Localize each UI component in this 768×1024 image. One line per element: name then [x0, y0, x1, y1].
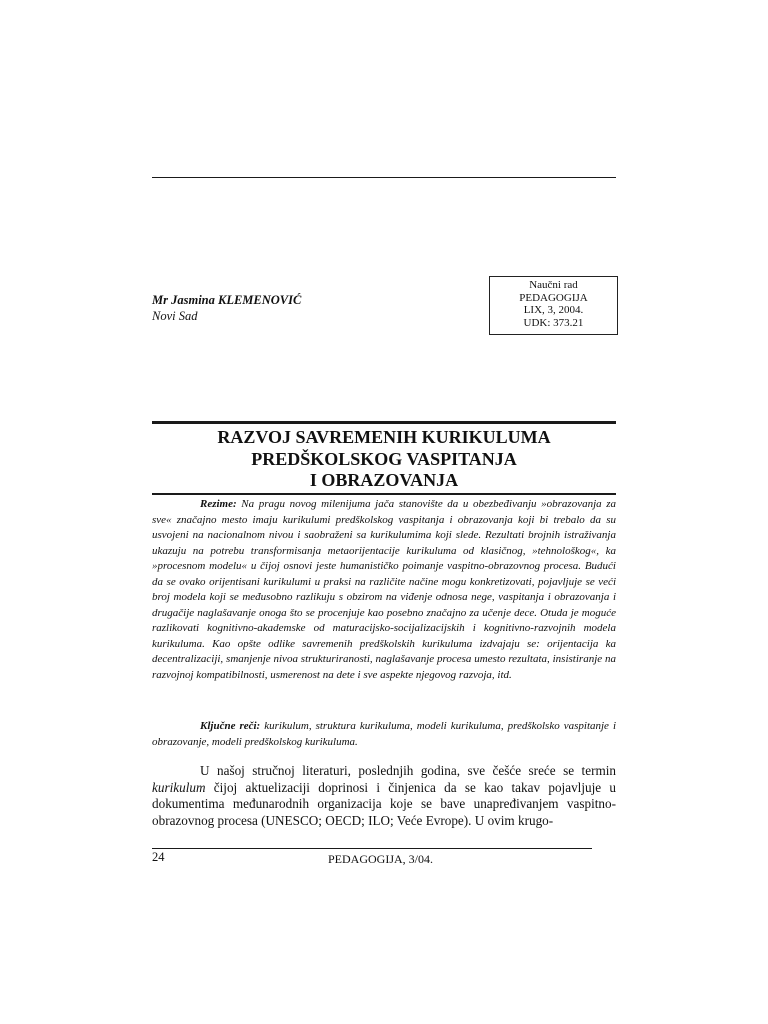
title-line-2: PREDŠKOLSKOG VASPITANJA	[251, 448, 517, 469]
article-title	[152, 427, 616, 492]
author-name: Mr Jasmina KLEMENOVIĆ	[152, 293, 302, 307]
abstract-label: Rezime:	[200, 498, 237, 510]
title-rule-top	[152, 421, 616, 424]
title-line-3: I OBRAZOVANJA	[309, 470, 459, 490]
keywords-text: kurikulum, struktura kurikuluma, modeli kurikuluma, predškolsko vaspitanje i obrazovanje, modeli predškolskog kurikuluma.	[152, 720, 616, 748]
body-paragraph	[152, 763, 616, 829]
classification-volume: LIX, 3, 2004.	[523, 304, 584, 316]
author-block	[152, 292, 301, 324]
page-number: 24	[152, 850, 165, 864]
classification-box	[489, 276, 618, 335]
title-rule-bottom	[152, 493, 616, 495]
header-rule	[152, 177, 616, 178]
footer-rule	[152, 848, 592, 849]
keywords-label: Ključne reči:	[200, 720, 261, 732]
body-text-rest: čijoj aktuelizaciji doprinosi i činjenica da se kao takav pojavljuje u dokumentima međunarodnih organizacija koje se bave unapređivanjem vaspitno-obrazovnog procesa (UNESCO; OECD; ILO; Veće Evrope). U ovim krugo-	[152, 779, 616, 828]
body-text-start: U našoj stručnoj literaturi, poslednjih godina, sve češće sreće se termin	[200, 763, 616, 778]
author-city: Novi Sad	[152, 309, 198, 323]
classification-udk: UDK: 373.21	[523, 316, 584, 329]
classification-type: Naučni rad	[529, 279, 578, 291]
abstract	[152, 497, 616, 683]
title-line-1: RAZVOJ SAVREMENIH KURIKULUMA	[217, 427, 551, 447]
footer-journal: PEDAGOGIJA, 3/04.	[328, 852, 433, 866]
keywords	[152, 719, 616, 750]
classification-journal: PEDAGOGIJA	[519, 291, 588, 304]
body-term: kurikulum	[152, 779, 206, 795]
abstract-text: Na pragu novog milenijuma jača stanovište da u obezbeđivanju »obrazovanja za sve« značajno mesto imaju kurikulumi predškolskog vaspitanja i obrazovanja koji bi trebalo da su usvojeni na nacionalnom nivou i saobraženi sa kurikulumima koji slede. Rezultati brojnih istraživanja ukazuju na potrebu transformisanja metaorijentacije kurikuluma od klasičnog, »tehnološkog«, ka »procesnom modelu« u čijoj osnovi jeste humanističko poimanje vaspitno-obrazovnog procesa. Budući da se ovako orijentisani kurikulumi u praksi na različite načine mogu konkretizovati, pojavljuje se veći broj modela koji se međusobno razlikuju s obzirom na viđenje odnosa nege, vaspitanja i obrazovanja i drugačije naglašavanje onoga što se procenjuje kao posebno značajno za učenje dece. Otuda je moguće razlikovati kognitivno-akademske od maturacijsko-socijalizacijskih i kognitivno-razvojnih modela kurikuluma. Kao opšte odlike savremenih predškolskih kurikuluma izdvajaju se: orijentacija ka decentralizaciji, smanjenje nivoa strukturiranosti, naglašavanje procesa umesto rezultata, insistiranje na razvojnoj kompatibilnosti, usmerenost na dete i sve aspekte njegovog razvoja, itd.	[152, 498, 617, 681]
